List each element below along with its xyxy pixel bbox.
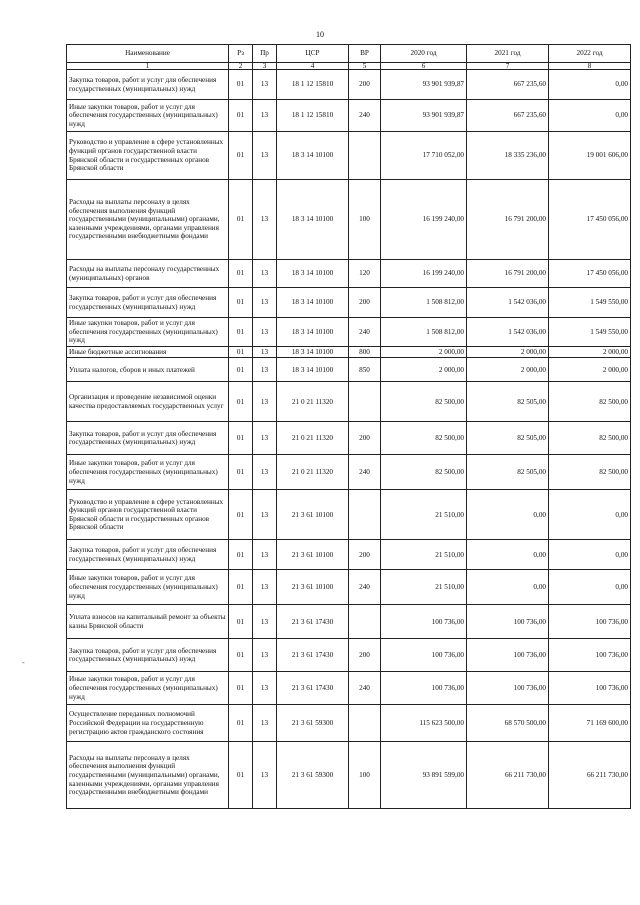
row-vr-cell	[349, 605, 381, 639]
row-name-cell: Закупка товаров, работ и услуг для обеспечения государственных (муниципальных) нужд	[67, 422, 229, 455]
row-csr-cell: 18 3 14 10100	[277, 318, 349, 347]
row-2022-cell: 100 736,00	[549, 605, 631, 639]
row-rz-cell: 01	[229, 318, 253, 347]
row-csr-cell: 21 3 61 59300	[277, 742, 349, 809]
row-pr-cell: 13	[253, 422, 277, 455]
row-2022-cell: 2 000,00	[549, 346, 631, 358]
row-rz-cell: 01	[229, 639, 253, 672]
table-row	[67, 100, 631, 132]
row-2021-cell: 1 542 036,00	[467, 318, 549, 347]
row-pr-cell: 13	[253, 672, 277, 705]
row-csr-cell: 18 1 12 15810	[277, 70, 349, 100]
row-csr-cell: 18 3 14 10100	[277, 180, 349, 260]
header-2021: 2021 год	[467, 45, 549, 63]
row-pr-cell: 13	[253, 100, 277, 132]
row-name-cell: Закупка товаров, работ и услуг для обеспечения государственных (муниципальных) нужд	[67, 639, 229, 672]
row-2021-cell: 0,00	[467, 570, 549, 605]
row-csr-cell: 21 0 21 11320	[277, 422, 349, 455]
row-rz-cell: 01	[229, 70, 253, 100]
row-2020-cell: 16 199 240,00	[381, 260, 467, 288]
row-name-cell: Закупка товаров, работ и услуг для обеспечения государственных (муниципальных) нужд	[67, 540, 229, 570]
row-pr-cell: 13	[253, 132, 277, 180]
table-row	[67, 70, 631, 100]
table-row	[67, 672, 631, 705]
row-2022-cell: 1 549 550,00	[549, 288, 631, 318]
row-2021-cell: 82 505,00	[467, 422, 549, 455]
row-2020-cell: 1 508 812,00	[381, 288, 467, 318]
row-rz-cell: 01	[229, 346, 253, 358]
row-2020-cell: 93 901 939,87	[381, 100, 467, 132]
row-vr-cell: 240	[349, 455, 381, 490]
row-csr-cell: 21 3 61 10100	[277, 570, 349, 605]
header-pr: Пр	[253, 45, 277, 63]
row-vr-cell: 200	[349, 422, 381, 455]
table-row	[67, 288, 631, 318]
row-csr-cell: 21 3 61 10100	[277, 490, 349, 540]
row-2022-cell: 17 450 056,00	[549, 180, 631, 260]
row-rz-cell: 01	[229, 672, 253, 705]
header-rz: Рз	[229, 45, 253, 63]
col-index: 2	[229, 63, 253, 70]
table-row	[67, 540, 631, 570]
row-pr-cell: 13	[253, 570, 277, 605]
table-row	[67, 260, 631, 288]
row-rz-cell: 01	[229, 742, 253, 809]
row-rz-cell: 01	[229, 540, 253, 570]
row-name-cell: Расходы на выплаты персоналу в целях обеспечения выполнения функций государственными (муниципальными) органами, казенными учреждениями, органами управления государственными внебюджетными фондами	[67, 180, 229, 260]
row-2022-cell: 66 211 730,00	[549, 742, 631, 809]
row-rz-cell: 01	[229, 260, 253, 288]
row-rz-cell: 01	[229, 382, 253, 422]
row-2021-cell: 16 791 200,00	[467, 180, 549, 260]
col-index: 3	[253, 63, 277, 70]
row-csr-cell: 21 0 21 11320	[277, 455, 349, 490]
row-pr-cell: 13	[253, 639, 277, 672]
row-vr-cell: 240	[349, 570, 381, 605]
row-2022-cell: 17 450 056,00	[549, 260, 631, 288]
row-2020-cell: 100 736,00	[381, 605, 467, 639]
row-pr-cell: 13	[253, 288, 277, 318]
table-row	[67, 358, 631, 382]
row-name-cell: Иные бюджетные ассигнования	[67, 346, 229, 358]
row-csr-cell: 21 3 61 17430	[277, 672, 349, 705]
row-2020-cell: 93 891 599,00	[381, 742, 467, 809]
header-name: Наименование	[67, 45, 229, 63]
row-rz-cell: 01	[229, 100, 253, 132]
row-2021-cell: 2 000,00	[467, 358, 549, 382]
row-name-cell: Расходы на выплаты персоналу в целях обеспечения выполнения функций государственными (муниципальными) органами, казенными учреждениями, органами управления государственными внебюджетными фондами	[67, 742, 229, 809]
row-pr-cell: 13	[253, 358, 277, 382]
row-2020-cell: 17 710 052,00	[381, 132, 467, 180]
col-index: 4	[277, 63, 349, 70]
row-rz-cell: 01	[229, 180, 253, 260]
table-row	[67, 570, 631, 605]
table-row	[67, 382, 631, 422]
row-2020-cell: 100 736,00	[381, 672, 467, 705]
row-csr-cell: 18 3 14 10100	[277, 288, 349, 318]
row-2020-cell: 82 500,00	[381, 422, 467, 455]
row-rz-cell: 01	[229, 605, 253, 639]
row-name-cell: Иные закупки товаров, работ и услуг для обеспечения государственных (муниципальных) нужд	[67, 570, 229, 605]
row-rz-cell: 01	[229, 288, 253, 318]
row-csr-cell: 18 3 14 10100	[277, 260, 349, 288]
row-name-cell: Уплата взносов на капитальный ремонт за объекты казны Брянской области	[67, 605, 229, 639]
row-2021-cell: 82 505,00	[467, 455, 549, 490]
table-row	[67, 742, 631, 809]
row-2021-cell: 100 736,00	[467, 672, 549, 705]
row-vr-cell: 100	[349, 742, 381, 809]
row-rz-cell: 01	[229, 705, 253, 742]
header-vr: ВР	[349, 45, 381, 63]
row-vr-cell	[349, 705, 381, 742]
row-2021-cell: 1 542 036,00	[467, 288, 549, 318]
row-vr-cell: 240	[349, 318, 381, 347]
row-2020-cell: 82 500,00	[381, 455, 467, 490]
row-name-cell: Иные закупки товаров, работ и услуг для обеспечения государственных (муниципальных) нужд	[67, 455, 229, 490]
row-pr-cell: 13	[253, 605, 277, 639]
row-2021-cell: 66 211 730,00	[467, 742, 549, 809]
header-row	[67, 45, 631, 63]
row-vr-cell: 240	[349, 100, 381, 132]
row-name-cell: Иные закупки товаров, работ и услуг для обеспечения государственных (муниципальных) нужд	[67, 672, 229, 705]
row-2022-cell: 2 000,00	[549, 358, 631, 382]
table-row	[67, 132, 631, 180]
row-2020-cell: 115 623 500,00	[381, 705, 467, 742]
table-row	[67, 705, 631, 742]
col-index: 8	[549, 63, 631, 70]
header-2022: 2022 год	[549, 45, 631, 63]
row-2021-cell: 68 570 500,00	[467, 705, 549, 742]
budget-table	[66, 44, 631, 809]
header-2020: 2020 год	[381, 45, 467, 63]
row-2022-cell: 1 549 550,00	[549, 318, 631, 347]
row-2020-cell: 2 000,00	[381, 346, 467, 358]
row-rz-cell: 01	[229, 455, 253, 490]
col-index: 6	[381, 63, 467, 70]
row-2020-cell: 100 736,00	[381, 639, 467, 672]
row-2021-cell: 667 235,60	[467, 70, 549, 100]
row-vr-cell: 200	[349, 540, 381, 570]
row-vr-cell: 240	[349, 672, 381, 705]
row-2021-cell: 2 000,00	[467, 346, 549, 358]
row-2020-cell: 16 199 240,00	[381, 180, 467, 260]
row-name-cell: Иные закупки товаров, работ и услуг для обеспечения государственных (муниципальных) нужд	[67, 100, 229, 132]
table-row	[67, 639, 631, 672]
row-csr-cell: 18 3 14 10100	[277, 358, 349, 382]
table-row	[67, 455, 631, 490]
row-2020-cell: 1 508 812,00	[381, 318, 467, 347]
row-2020-cell: 21 510,00	[381, 490, 467, 540]
row-pr-cell: 13	[253, 318, 277, 347]
row-2022-cell: 0,00	[549, 570, 631, 605]
row-pr-cell: 13	[253, 70, 277, 100]
row-2020-cell: 21 510,00	[381, 540, 467, 570]
table-row	[67, 490, 631, 540]
row-vr-cell: 800	[349, 346, 381, 358]
row-pr-cell: 13	[253, 260, 277, 288]
row-2021-cell: 100 736,00	[467, 639, 549, 672]
row-vr-cell	[349, 132, 381, 180]
row-vr-cell	[349, 490, 381, 540]
row-csr-cell: 21 3 61 17430	[277, 639, 349, 672]
row-vr-cell	[349, 382, 381, 422]
row-csr-cell: 21 0 21 11320	[277, 382, 349, 422]
row-csr-cell: 18 3 14 10100	[277, 132, 349, 180]
row-vr-cell: 200	[349, 639, 381, 672]
row-2021-cell: 0,00	[467, 540, 549, 570]
row-2022-cell: 71 169 600,00	[549, 705, 631, 742]
row-2021-cell: 16 791 200,00	[467, 260, 549, 288]
row-csr-cell: 18 3 14 10100	[277, 346, 349, 358]
header-csr: ЦСР	[277, 45, 349, 63]
row-2022-cell: 100 736,00	[549, 672, 631, 705]
table-row	[67, 346, 631, 358]
row-vr-cell: 200	[349, 288, 381, 318]
row-pr-cell: 13	[253, 490, 277, 540]
row-2021-cell: 82 505,00	[467, 382, 549, 422]
row-2020-cell: 2 000,00	[381, 358, 467, 382]
table-row	[67, 605, 631, 639]
row-vr-cell: 120	[349, 260, 381, 288]
row-name-cell: Расходы на выплаты персоналу государственных (муниципальных) органов	[67, 260, 229, 288]
row-2022-cell: 0,00	[549, 490, 631, 540]
row-pr-cell: 13	[253, 382, 277, 422]
row-name-cell: Осуществление переданных полномочий Российской Федерации на государственную регистрацию актов гражданского состояния	[67, 705, 229, 742]
row-2022-cell: 82 500,00	[549, 422, 631, 455]
row-name-cell: Уплата налогов, сборов и иных платежей	[67, 358, 229, 382]
row-name-cell: Закупка товаров, работ и услуг для обеспечения государственных (муниципальных) нужд	[67, 70, 229, 100]
row-pr-cell: 13	[253, 180, 277, 260]
row-csr-cell: 21 3 61 59300	[277, 705, 349, 742]
col-index: 7	[467, 63, 549, 70]
row-2020-cell: 93 901 939,87	[381, 70, 467, 100]
row-2020-cell: 82 500,00	[381, 382, 467, 422]
row-2021-cell: 18 335 236,00	[467, 132, 549, 180]
row-2022-cell: 100 736,00	[549, 639, 631, 672]
row-name-cell: Руководство и управление в сфере установленных функций органов государственной власти Брянской области и государственных органов Брянской области	[67, 490, 229, 540]
row-2021-cell: 0,00	[467, 490, 549, 540]
row-pr-cell: 13	[253, 705, 277, 742]
row-2021-cell: 100 736,00	[467, 605, 549, 639]
row-pr-cell: 13	[253, 346, 277, 358]
col-index: 5	[349, 63, 381, 70]
row-rz-cell: 01	[229, 490, 253, 540]
table-row	[67, 422, 631, 455]
row-name-cell: Иные закупки товаров, работ и услуг для обеспечения государственных (муниципальных) нужд	[67, 318, 229, 347]
row-rz-cell: 01	[229, 132, 253, 180]
table-row	[67, 180, 631, 260]
row-2022-cell: 82 500,00	[549, 382, 631, 422]
margin-mark: -	[22, 658, 25, 667]
table-row	[67, 318, 631, 347]
row-2022-cell: 0,00	[549, 540, 631, 570]
row-2022-cell: 0,00	[549, 100, 631, 132]
row-pr-cell: 13	[253, 455, 277, 490]
col-index: 1	[67, 63, 229, 70]
row-2020-cell: 21 510,00	[381, 570, 467, 605]
row-name-cell: Закупка товаров, работ и услуг для обеспечения государственных (муниципальных) нужд	[67, 288, 229, 318]
row-vr-cell: 100	[349, 180, 381, 260]
row-pr-cell: 13	[253, 540, 277, 570]
row-rz-cell: 01	[229, 422, 253, 455]
row-rz-cell: 01	[229, 570, 253, 605]
row-2021-cell: 667 235,60	[467, 100, 549, 132]
row-pr-cell: 13	[253, 742, 277, 809]
row-2022-cell: 19 001 606,00	[549, 132, 631, 180]
row-2022-cell: 82 500,00	[549, 455, 631, 490]
row-csr-cell: 18 1 12 15810	[277, 100, 349, 132]
row-2022-cell: 0,00	[549, 70, 631, 100]
page-number: 10	[316, 30, 324, 39]
row-csr-cell: 21 3 61 17430	[277, 605, 349, 639]
column-index-row	[67, 63, 631, 70]
row-vr-cell: 200	[349, 70, 381, 100]
row-vr-cell: 850	[349, 358, 381, 382]
row-csr-cell: 21 3 61 10100	[277, 540, 349, 570]
row-name-cell: Организация и проведение независимой оценки качества предоставляемых государственных услуг	[67, 382, 229, 422]
row-name-cell: Руководство и управление в сфере установленных функций органов государственной власти Брянской области и государственных органов Брянской области	[67, 132, 229, 180]
row-rz-cell: 01	[229, 358, 253, 382]
